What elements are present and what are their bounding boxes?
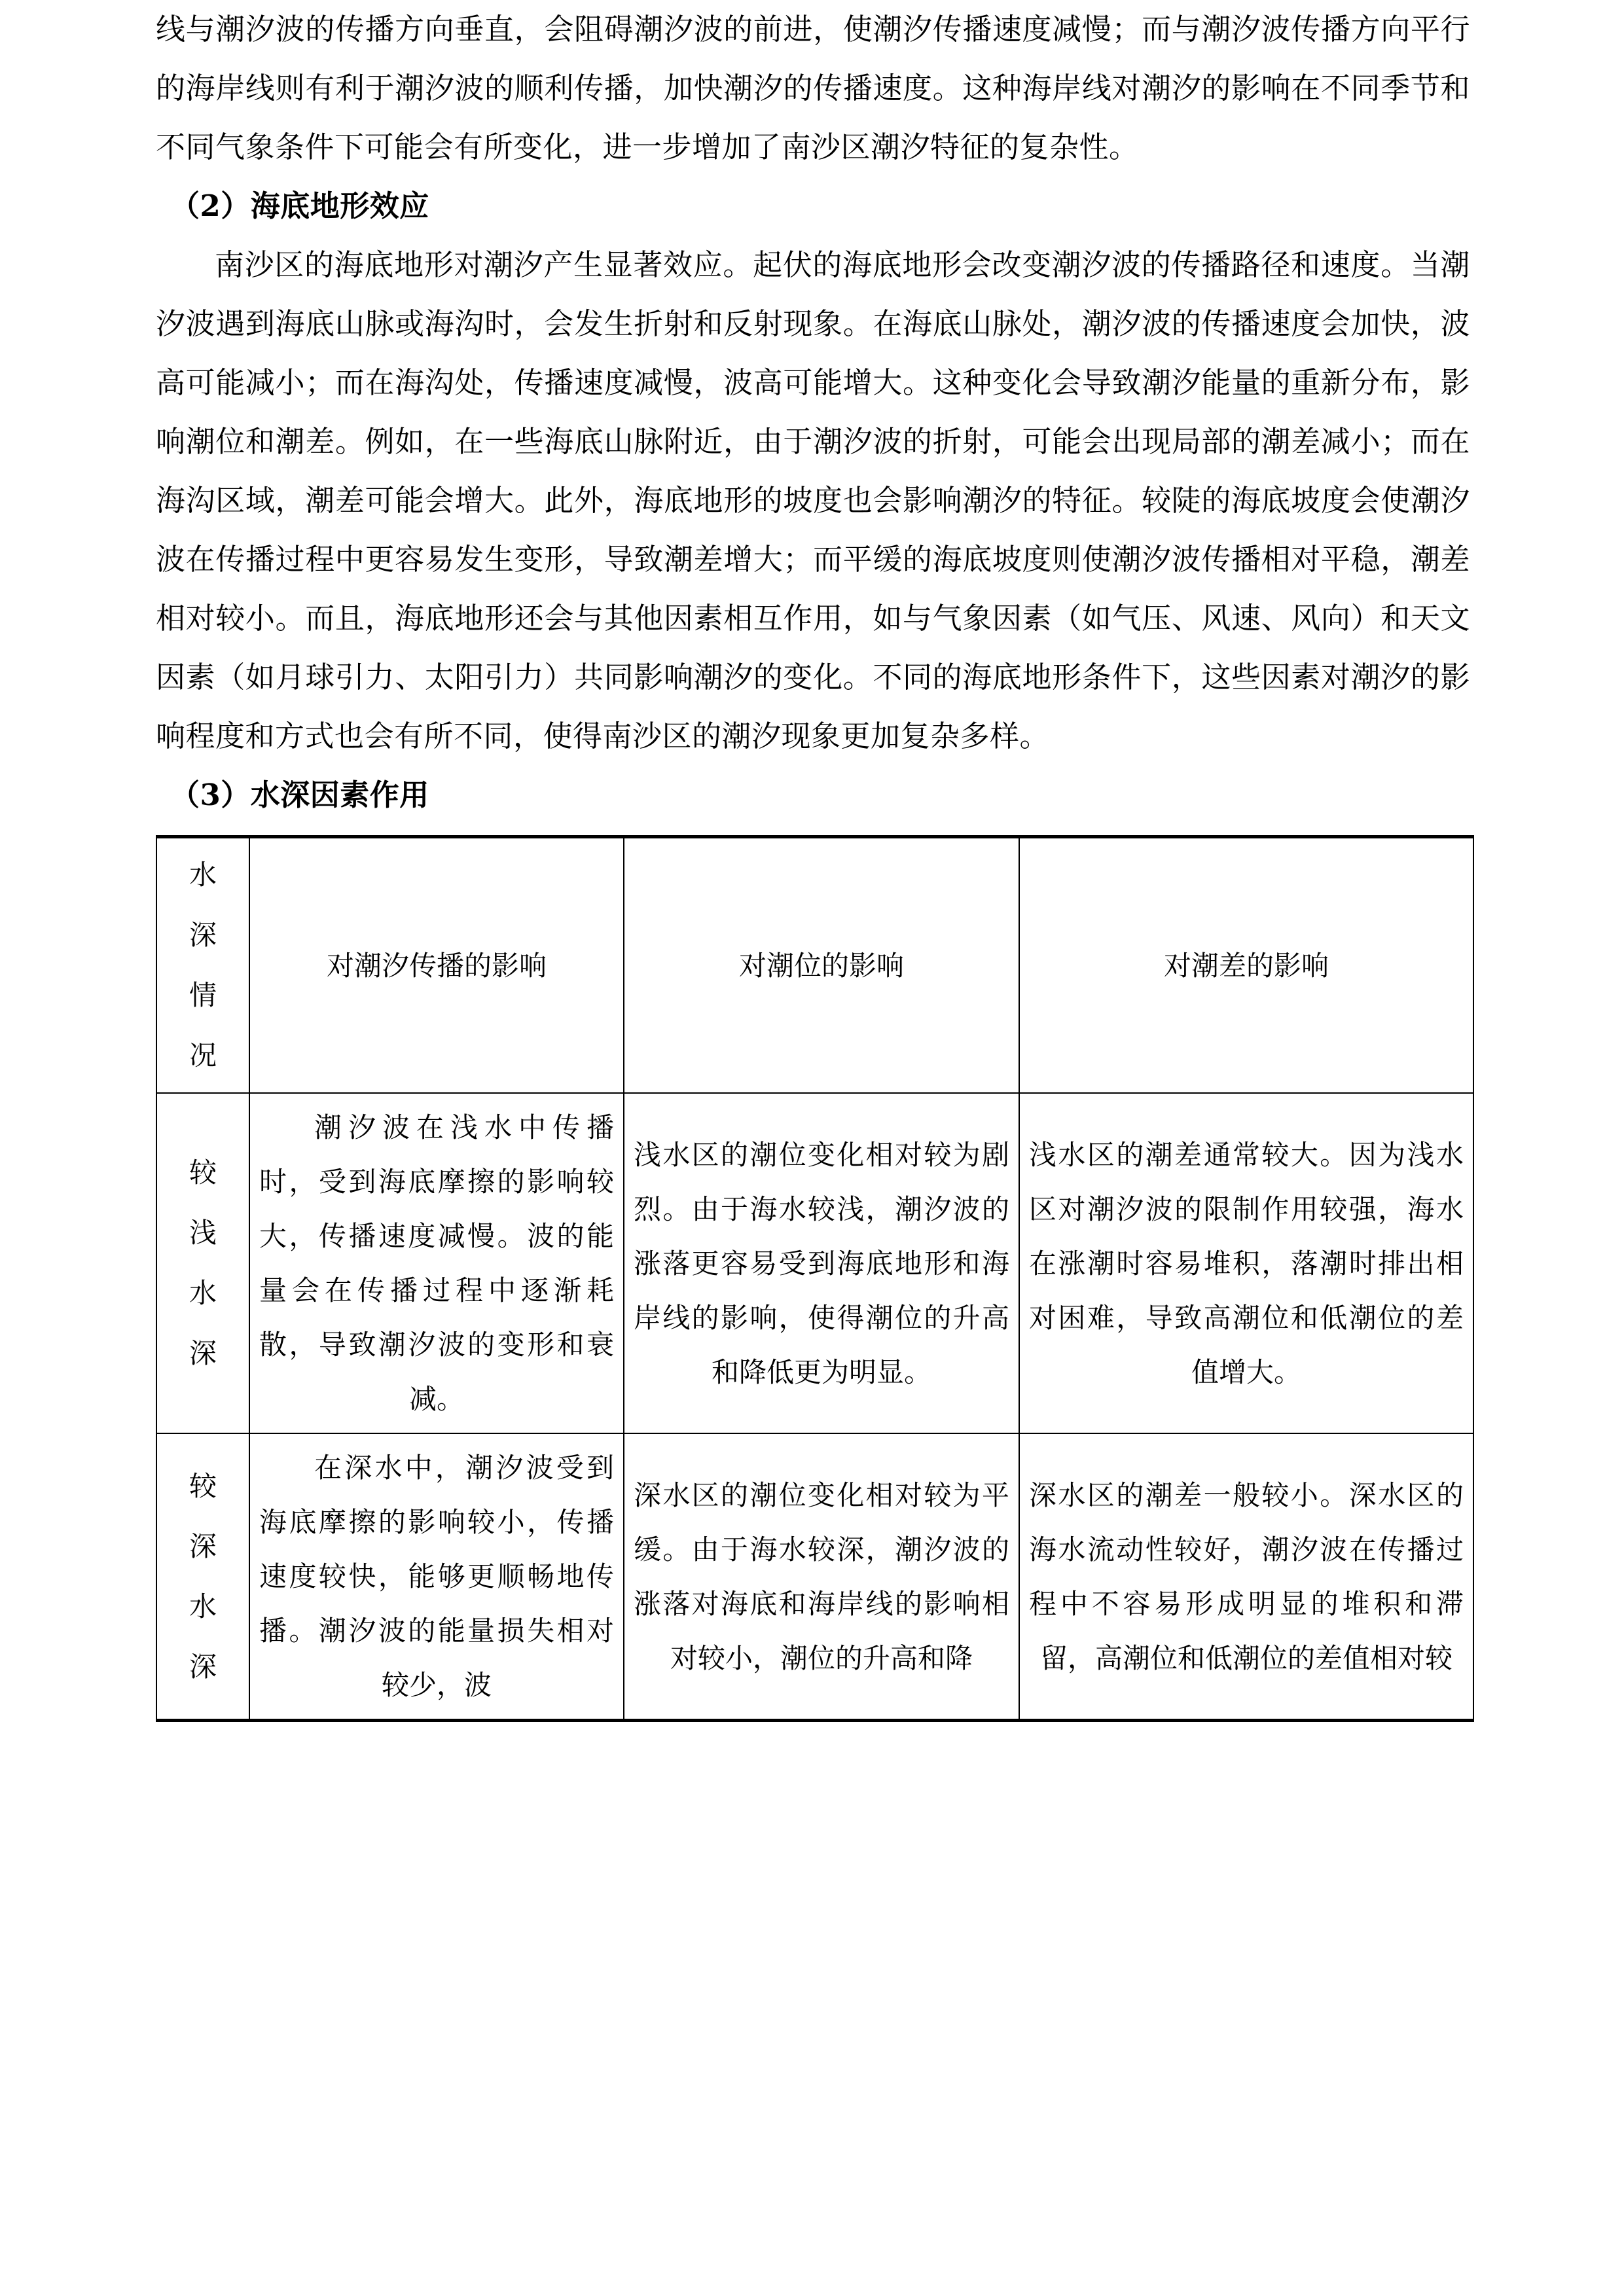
table-header-propagation-impact: 对潮汐传播的影响 xyxy=(249,837,624,1094)
table-header-row xyxy=(156,837,1473,1094)
water-depth-effects-table xyxy=(156,835,1474,1722)
heading-water-depth-factor: （3）水深因素作用 xyxy=(170,778,429,812)
cell-deep-tide-level: 深水区的潮位变化相对较为平缓。由于海水较深，潮汐波的涨落对海底和海岸线的影响相对较小，潮位的升高和降 xyxy=(624,1433,1019,1721)
vertical-row-label: 较 浅 水 深 xyxy=(189,1157,217,1369)
row-label-shallow-water xyxy=(156,1093,249,1433)
table-row xyxy=(156,1093,1473,1433)
water-depth-table-wrapper xyxy=(156,835,1470,1722)
cell-shallow-propagation: 潮汐波在浅水中传播时，受到海底摩擦的影响较大，传播速度减慢。波的能量会在传播过程中逐渐耗散，导致潮汐波的变形和衰减。 xyxy=(249,1093,624,1433)
row-label-deep-water xyxy=(156,1433,249,1721)
cell-deep-propagation: 在深水中，潮汐波受到海底摩擦的影响较小，传播速度较快，能够更顺畅地传播。潮汐波的能量损失相对较少，波 xyxy=(249,1433,624,1721)
table-header-depth-condition xyxy=(156,837,249,1094)
page-content xyxy=(156,0,1470,1722)
vertical-row-label: 较 深 水 深 xyxy=(189,1469,217,1683)
table-row xyxy=(156,1433,1473,1721)
vertical-header-label: 水 深 情 况 xyxy=(189,859,217,1071)
paragraph-continuation: 线与潮汐波的传播方向垂直，会阻碍潮汐波的前进，使潮汐传播速度减慢；而与潮汐波传播方向平行的海岸线则有利于潮汐波的顺利传播，加快潮汐的传播速度。这种海岸线对潮汐的影响在不同季节和不同气象条件下可能会有所变化，进一步增加了南沙区潮汐特征的复杂性。 xyxy=(156,12,1470,164)
cell-shallow-tide-level: 浅水区的潮位变化相对较为剧烈。由于海水较浅，潮汐波的涨落更容易受到海底地形和海岸线的影响，使得潮位的升高和降低更为明显。 xyxy=(624,1093,1019,1433)
table-header-tide-range-impact: 对潮差的影响 xyxy=(1019,837,1473,1094)
table-header-tide-level-impact: 对潮位的影响 xyxy=(624,837,1019,1094)
cell-deep-tide-range: 深水区的潮差一般较小。深水区的海水流动性较好，潮汐波在传播过程中不容易形成明显的堆积和滞留，高潮位和低潮位的差值相对较 xyxy=(1019,1433,1473,1721)
paragraph-seabed-topography: 南沙区的海底地形对潮汐产生显著效应。起伏的海底地形会改变潮汐波的传播路径和速度。当潮汐波遇到海底山脉或海沟时，会发生折射和反射现象。在海底山脉处，潮汐波的传播速度会加快，波高可能减小；而在海沟处，传播速度减慢，波高可能增大。这种变化会导致潮汐能量的重新分布，影响潮位和潮差。例如，在一些海底山脉附近，由于潮汐波的折射，可能会出现局部的潮差减小；而在海沟区域，潮差可能会增大。此外，海底地形的坡度也会影响潮汐的特征。较陡的海底坡度会使潮汐波在传播过程中更容易发生变形，导致潮差增大；而平缓的海底坡度则使潮汐波传播相对平稳，潮差相对较小。而且，海底地形还会与其他因素相互作用，如与气象因素（如气压、风速、风向）和天文因素（如月球引力、太阳引力）共同影响潮汐的变化。不同的海底地形条件下，这些因素对潮汐的影响程度和方式也会有所不同，使得南沙区的潮汐现象更加复杂多样。 xyxy=(156,247,1470,753)
heading-seabed-topography-effect: （2）海底地形效应 xyxy=(170,188,429,223)
cell-shallow-tide-range: 浅水区的潮差通常较大。因为浅水区对潮汐波的限制作用较强，海水在涨潮时容易堆积，落潮时排出相对困难，导致高潮位和低潮位的差值增大。 xyxy=(1019,1093,1473,1433)
